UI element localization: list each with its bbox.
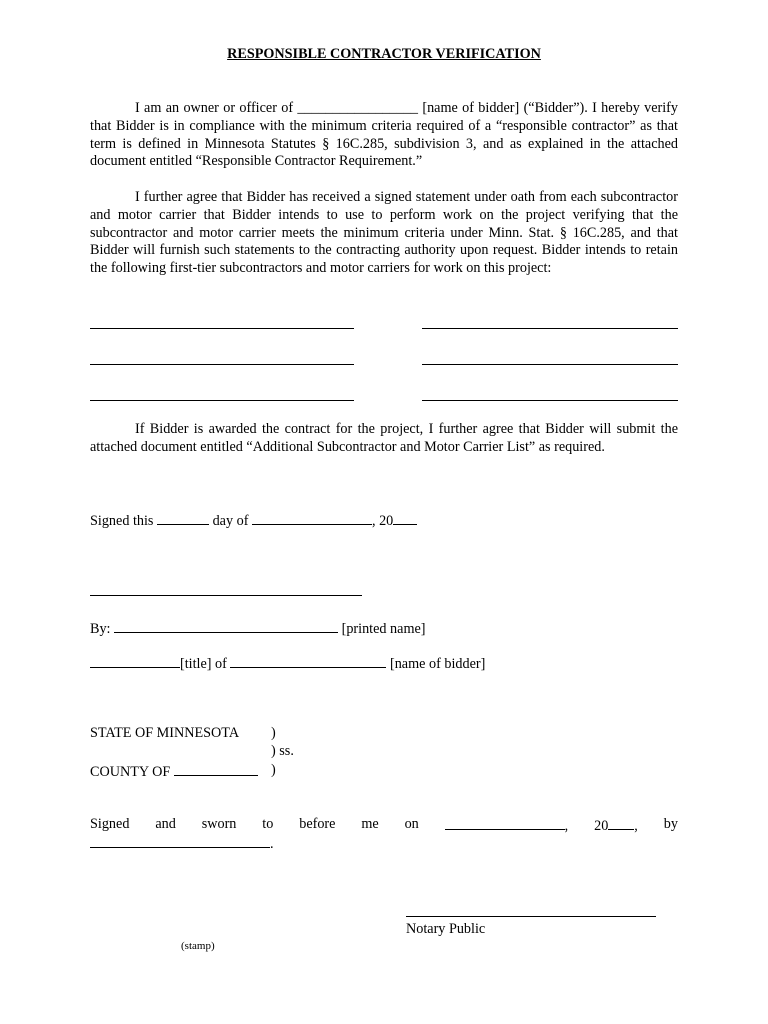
sworn-line: [90, 816, 678, 836]
notary-label: Notary Public: [406, 921, 486, 937]
signed-year-blank[interactable]: [393, 511, 417, 525]
county-paren: ): [271, 762, 276, 778]
state-label: STATE OF MINNESOTA: [90, 725, 240, 741]
sworn-word: on: [404, 816, 419, 832]
sworn-year-blank[interactable]: [608, 816, 634, 830]
sworn-word: Signed: [90, 816, 130, 832]
title-blank[interactable]: [90, 654, 180, 668]
sworn-word: before: [299, 816, 336, 832]
signed-day-of: day of: [212, 513, 249, 529]
bidder-name-label: [name of bidder]: [389, 656, 486, 672]
sworn-by: by: [663, 816, 678, 832]
title-of-label: [title] of: [180, 656, 227, 672]
bidder-name-blank[interactable]: [230, 654, 386, 668]
subcontractor-line-5[interactable]: [90, 400, 354, 401]
sworn-date-blank[interactable]: [445, 816, 565, 830]
stamp-label: (stamp): [181, 940, 215, 952]
paragraph-additional-list: If Bidder is awarded the contract for the project, I further agree that Bidder will submit the attached document entitled “Additional Subcontractor and Motor Carrier List” as required.: [90, 421, 678, 455]
state-paren: ): [271, 725, 276, 741]
signed-date-line: [90, 511, 417, 531]
sworn-year-prefix: 20: [594, 818, 609, 834]
by-line: [90, 619, 426, 639]
signed-day-blank[interactable]: [157, 511, 209, 525]
printed-name-blank[interactable]: [114, 619, 338, 633]
notary-signature-line[interactable]: [406, 916, 656, 917]
signature-line[interactable]: [90, 595, 362, 596]
sworn-word: and: [155, 816, 176, 832]
sworn-word: me: [361, 816, 379, 832]
paragraph-subcontractors: I further agree that Bidder has received a signed statement under oath from each subcontractor and motor carrier that Bidder intends to use to perform work on the project verifying that the subcontractor and motor carrier meets the minimum criteria under Minn. Stat. § 16C.285, and that Bidder will furnish such statements to the contracting authority upon request. Bidder intends to retain the following first-tier subcontractors and motor carriers for work on this project:: [90, 189, 678, 277]
county-label: COUNTY OF: [90, 764, 171, 780]
subcontractor-line-6[interactable]: [422, 400, 678, 401]
title-line: [90, 654, 485, 674]
sworn-comma: ,: [634, 818, 638, 834]
sworn-name-line: [90, 834, 274, 854]
county-line: [90, 762, 258, 782]
sworn-word: sworn: [201, 816, 237, 832]
sworn-name-blank[interactable]: [90, 834, 270, 848]
printed-name-label: [printed name]: [341, 621, 426, 637]
subcontractor-line-2[interactable]: [422, 328, 678, 329]
subcontractor-line-1[interactable]: [90, 328, 354, 329]
subcontractor-line-4[interactable]: [422, 364, 678, 365]
ss-label: ) ss.: [271, 743, 294, 759]
sworn-comma: ,: [564, 818, 569, 834]
signed-year-prefix: , 20: [371, 513, 394, 529]
by-label: By:: [90, 621, 111, 637]
subcontractor-line-3[interactable]: [90, 364, 354, 365]
signed-month-blank[interactable]: [252, 511, 372, 525]
document-title: RESPONSIBLE CONTRACTOR VERIFICATION: [227, 46, 541, 62]
signed-prefix: Signed this: [90, 513, 154, 529]
sworn-word: to: [262, 816, 274, 832]
paragraph-verification: I am an owner or officer of _________________ [name of bidder] (“Bidder”). I hereby verify that Bidder is in compliance with the minimum criteria required of a “responsible contractor” as that term is defined in Minnesota Statutes § 16C.285, subdivision 3, and as explained in the attached document entitled “Responsible Contractor Requirement.”: [90, 100, 678, 170]
sworn-period: .: [270, 836, 274, 852]
county-blank[interactable]: [174, 762, 258, 776]
